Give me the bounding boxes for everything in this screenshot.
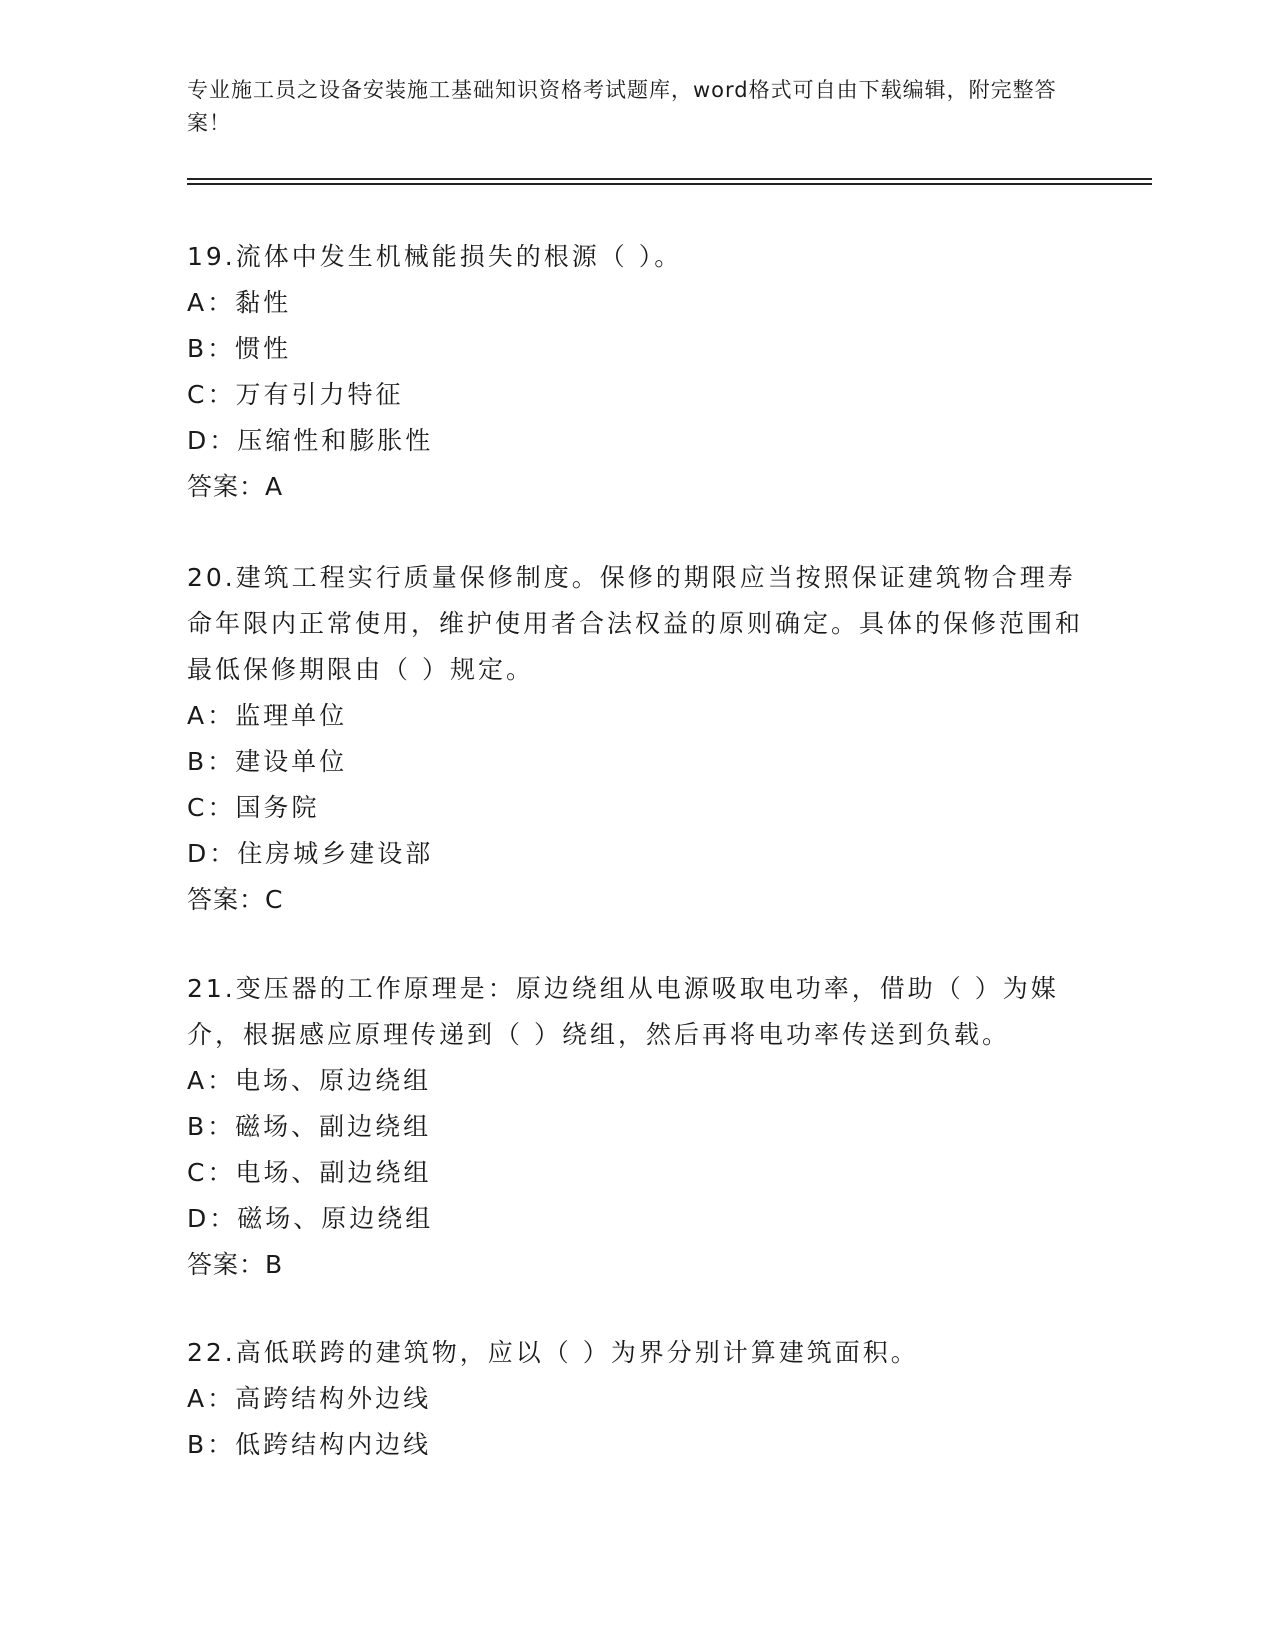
question-stem: 21.变压器的工作原理是：原边绕组从电源吸取电功率，借助（ ）为媒介，根据感应原理传递到（ ）绕组，然后再将电功率传送到负载。 [187, 974, 1059, 1049]
option-c: C：电场、副边绕组 [187, 1158, 432, 1187]
question-stem: 20.建筑工程实行质量保修制度。保修的期限应当按照保证建筑物合理寿命年限内正常使用，维护使用者合法权益的原则确定。具体的保修范围和最低保修期限由（ ）规定。 [187, 563, 1084, 684]
header-divider-top [187, 178, 1152, 180]
option-a: A：监理单位 [187, 701, 348, 730]
option-d: D：压缩性和膨胀性 [187, 426, 434, 455]
document-header: 专业施工员之设备安装施工基础知识资格考试题库，word格式可自由下载编辑，附完整答案！ [187, 78, 1057, 135]
question-22 [187, 1330, 1087, 1468]
option-d: D：住房城乡建设部 [187, 839, 434, 868]
question-20 [187, 555, 1087, 923]
option-a: A：黏性 [187, 288, 292, 317]
option-d: D：磁场、原边绕组 [187, 1204, 434, 1233]
header-divider-bottom [187, 183, 1152, 185]
option-a: A：电场、原边绕组 [187, 1066, 432, 1095]
question-stem: 19.流体中发生机械能损失的根源（ ）。 [187, 242, 683, 271]
answer: 答案：A [187, 472, 284, 501]
option-b: B：建设单位 [187, 747, 348, 776]
option-c: C：万有引力特征 [187, 380, 404, 409]
question-19 [187, 234, 1087, 510]
answer: 答案：B [187, 1250, 284, 1279]
question-21 [187, 966, 1087, 1288]
question-stem: 22.高低联跨的建筑物，应以（ ）为界分别计算建筑面积。 [187, 1338, 919, 1367]
option-b: B：磁场、副边绕组 [187, 1112, 432, 1141]
option-b: B：惯性 [187, 334, 292, 363]
option-c: C：国务院 [187, 793, 320, 822]
option-a: A：高跨结构外边线 [187, 1384, 432, 1413]
option-b: B：低跨结构内边线 [187, 1430, 432, 1459]
answer: 答案：C [187, 885, 284, 914]
